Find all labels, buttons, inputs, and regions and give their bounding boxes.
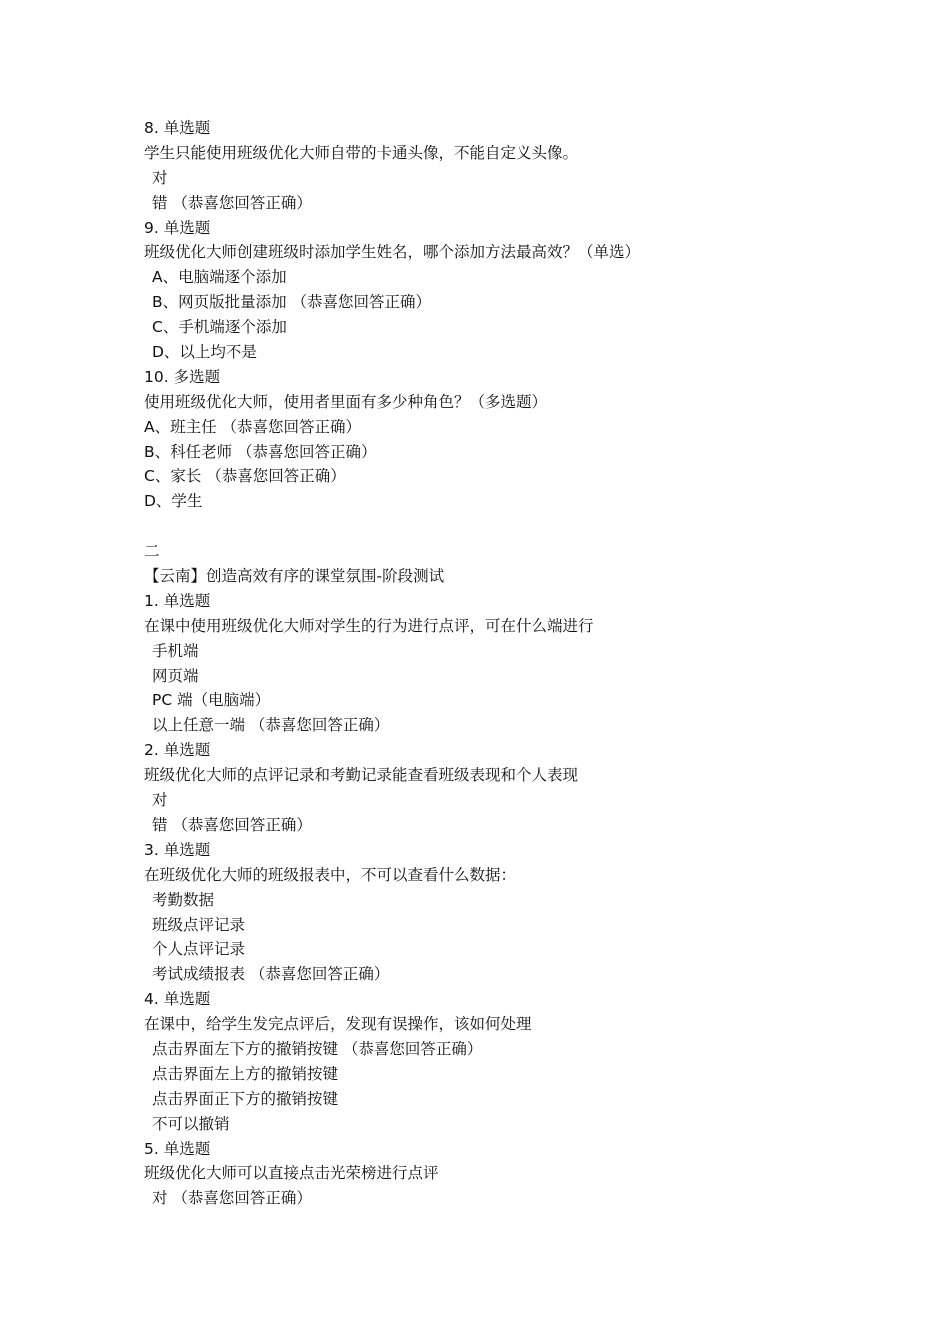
answer-option: C、手机端逐个添加	[152, 318, 287, 337]
question-header: 8. 单选题	[144, 119, 211, 137]
answer-option: PC 端（电脑端）	[152, 691, 271, 710]
blank-line	[144, 514, 844, 539]
question-text: 学生只能使用班级优化大师自带的卡通头像，不能自定义头像。	[144, 143, 579, 162]
section-title: 【云南】创造高效有序的课堂氛围-阶段测试	[144, 567, 445, 586]
question-text: 班级优化大师创建班级时添加学生姓名，哪个添加方法最高效？（单选）	[144, 243, 641, 262]
answer-option: 网页端	[152, 666, 199, 685]
answer-option: 对	[152, 168, 168, 187]
answer-option: D、以上均不是	[152, 343, 257, 362]
document-body	[144, 116, 844, 1211]
answer-option-correct: 考试成绩报表 （恭喜您回答正确）	[152, 965, 390, 984]
answer-option: 点击界面正下方的撤销按键	[152, 1089, 339, 1108]
question-text: 班级优化大师可以直接点击光荣榜进行点评	[144, 1164, 439, 1183]
question-text: 使用班级优化大师，使用者里面有多少种角色？（多选题）	[144, 392, 548, 411]
question-text: 在班级优化大师的班级报表中，不可以查看什么数据：	[144, 865, 517, 884]
answer-option-correct: B、网页版批量添加 （恭喜您回答正确）	[152, 293, 432, 312]
question-text: 在课中，给学生发完点评后，发现有误操作，该如何处理	[144, 1015, 532, 1034]
answer-option: 点击界面左上方的撤销按键	[152, 1064, 339, 1083]
answer-option: 考勤数据	[152, 890, 215, 909]
question-header: 5. 单选题	[144, 1139, 211, 1158]
answer-option-correct: B、科任老师 （恭喜您回答正确）	[144, 442, 377, 461]
answer-option-correct: 以上任意一端 （恭喜您回答正确）	[152, 716, 390, 735]
question-text: 在课中使用班级优化大师对学生的行为进行点评，可在什么端进行	[144, 616, 594, 635]
answer-option: 对	[152, 791, 168, 810]
answer-option-correct: C、家长 （恭喜您回答正确）	[144, 467, 346, 486]
answer-option: 班级点评记录	[152, 915, 246, 934]
question-header: 4. 单选题	[144, 990, 211, 1009]
answer-option: A、电脑端逐个添加	[152, 268, 287, 287]
question-header: 9. 单选题	[144, 218, 211, 237]
answer-option-correct: 错 （恭喜您回答正确）	[152, 193, 312, 212]
answer-option: 手机端	[152, 641, 199, 660]
answer-option-correct: 点击界面左下方的撤销按键 （恭喜您回答正确）	[152, 1039, 483, 1058]
answer-option-correct: 错 （恭喜您回答正确）	[152, 815, 312, 834]
question-header: 1. 单选题	[144, 591, 211, 610]
question-header: 2. 单选题	[144, 741, 211, 760]
answer-option: D、学生	[144, 492, 203, 511]
answer-option: 不可以撤销	[152, 1114, 230, 1133]
question-text: 班级优化大师的点评记录和考勤记录能查看班级表现和个人表现	[144, 766, 579, 785]
answer-option: 个人点评记录	[152, 940, 246, 959]
section-number: 二	[144, 542, 160, 561]
question-header: 3. 单选题	[144, 840, 211, 859]
answer-option-correct: 对 （恭喜您回答正确）	[152, 1189, 312, 1208]
question-header: 10. 多选题	[144, 367, 221, 386]
answer-option-correct: A、班主任 （恭喜您回答正确）	[144, 417, 362, 436]
